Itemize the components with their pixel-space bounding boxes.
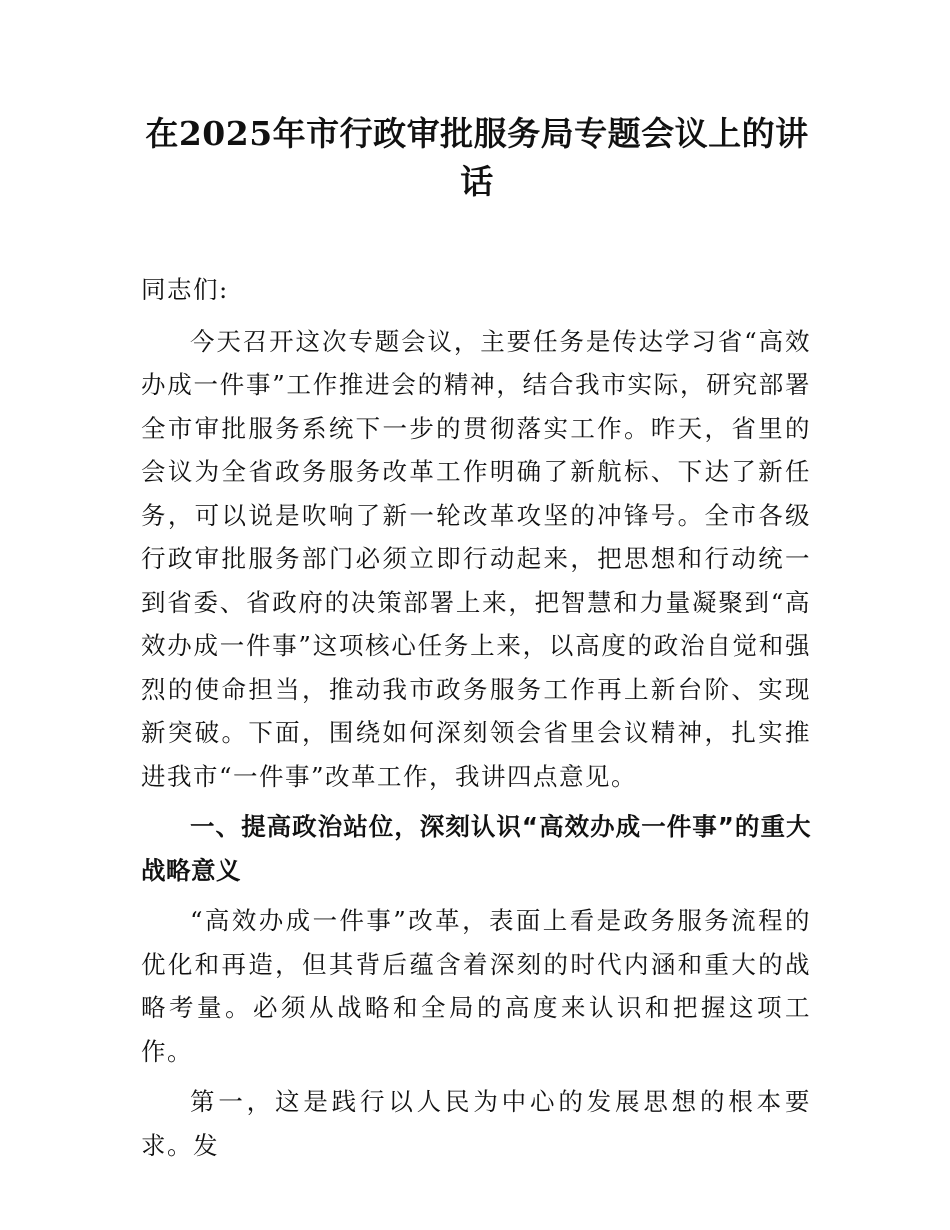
section-paragraph: “高效办成一件事”改革，表面上看是政务服务流程的优化和再造，但其背后蕴含着深刻的时代内涵和重大的战略考量。必须从战略和全局的高度来认识和把握这项工作。 [141,906,811,1066]
greeting: 同志们: [141,275,229,304]
document-title: 在2025年市行政审批服务局专题会议上的讲话 [145,114,809,201]
section-heading: 一、提高政治站位，深刻认识“高效办成一件事”的重大战略意义 [141,812,811,885]
section-paragraph: 第一，这是践行以人民为中心的发展思想的根本要求。发 [141,1087,811,1160]
opening-paragraph: 今天召开这次专题会议，主要任务是传达学习省“高效办成一件事”工作推进会的精神，结合我市实际，研究部署全市审批服务系统下一步的贯彻落实工作。昨天，省里的会议为全省政务服务改革工作明确了新航标、下达了新任务，可以说是吹响了新一轮改革攻坚的冲锋号。全市各级行政审批服务部门必须立即行动起来，把思想和行动统一到省委、省政府的决策部署上来，把智慧和力量凝聚到“高效办成一件事”这项核心任务上来，以高度的政治自觉和强烈的使命担当，推动我市政务服务工作再上新台阶、实现新突破。下面，围绕如何深刻领会省里会议精神，扎实推进我市“一件事”改革工作，我讲四点意见。 [141,326,811,791]
document-body [141,268,811,1167]
